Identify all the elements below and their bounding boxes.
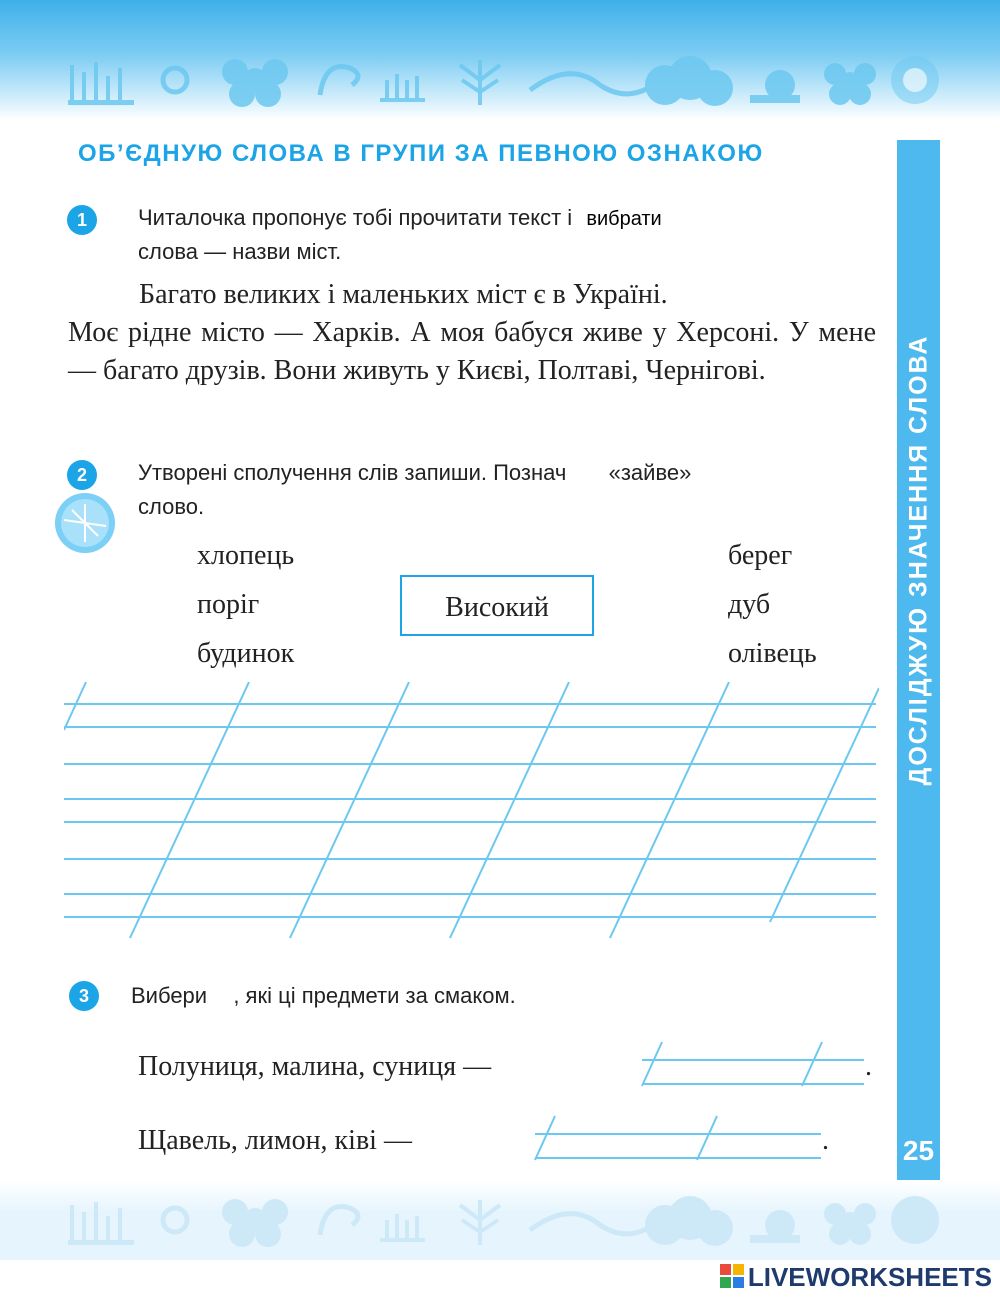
task2-mark-input[interactable] bbox=[572, 463, 602, 486]
task3-number: 3 bbox=[69, 981, 99, 1011]
vine-icon bbox=[530, 74, 660, 94]
flower-small-icon bbox=[824, 1203, 876, 1245]
task1-text-line1: Багато великих і маленьких міст є в Україні. bbox=[139, 279, 668, 310]
task2-instruction-line2: слово. bbox=[138, 494, 205, 519]
task1-number: 1 bbox=[67, 205, 97, 235]
sunflower-icon bbox=[891, 56, 939, 104]
writing-line-input[interactable] bbox=[70, 822, 870, 850]
task1-instruction bbox=[138, 201, 878, 269]
task3-instruction-text: , які ці предмети за смаком. bbox=[233, 983, 516, 1008]
grass-small-icon bbox=[380, 1214, 425, 1242]
task3-instruction-word: Вибери bbox=[131, 983, 208, 1008]
ring-icon bbox=[163, 68, 187, 92]
task3-word-input[interactable] bbox=[213, 986, 227, 1009]
liveworksheets-watermark bbox=[720, 1262, 992, 1295]
left-word: поріг bbox=[197, 589, 260, 620]
ring-icon bbox=[163, 1208, 187, 1232]
side-title: ДОСЛІДЖУЮ ЗНАЧЕННЯ СЛОВА bbox=[904, 334, 932, 786]
section-title: ОБ’ЄДНУЮ СЛОВА В ГРУПИ ЗА ПЕВНОЮ ОЗНАКОЮ bbox=[78, 140, 764, 167]
snail-shell-icon bbox=[320, 1207, 358, 1235]
writing-line-input[interactable] bbox=[70, 764, 870, 794]
sunflower-icon bbox=[891, 1196, 939, 1244]
sprout-icon bbox=[460, 60, 500, 105]
right-word: олівець bbox=[728, 638, 817, 669]
footer-ornament-row bbox=[60, 1190, 950, 1255]
task1-answer-input[interactable] bbox=[586, 208, 698, 231]
task3-instruction bbox=[131, 979, 871, 1013]
center-word-box: Високий bbox=[400, 575, 594, 636]
snail-shell-icon bbox=[320, 67, 358, 95]
task1-text-rest: Моє рідне місто — Харків. А моя бабуся живе у Херсоні. У мене — багато друзів. Вони живуть у Києві, Полтаві, Чернігові. bbox=[68, 317, 876, 386]
task1-instruction-line2: слова — назви міст. bbox=[138, 239, 342, 264]
bush-icon bbox=[645, 1196, 733, 1246]
taste-answer-input-2[interactable] bbox=[541, 1132, 817, 1158]
task1-text bbox=[68, 276, 876, 390]
left-word: хлопець bbox=[197, 540, 295, 571]
header-ornament-row bbox=[60, 50, 950, 115]
task2-instruction-text: Утворені сполучення слів запиши. Познач bbox=[138, 460, 567, 485]
grass-small-icon bbox=[380, 74, 425, 102]
task2-extra-word-label: «зайве» bbox=[608, 460, 692, 485]
flower-icon bbox=[222, 59, 288, 107]
flower-icon bbox=[222, 1199, 288, 1247]
grass-icon bbox=[68, 62, 134, 105]
vine-icon bbox=[530, 1214, 660, 1234]
flower-small-icon bbox=[824, 63, 876, 105]
snail-icon bbox=[750, 70, 800, 103]
writing-line-input[interactable] bbox=[70, 702, 870, 726]
sparkle-icon bbox=[54, 492, 116, 559]
watermark-text: LIVEWORKSHEETS bbox=[747, 1262, 992, 1292]
sprout-icon bbox=[460, 1200, 500, 1245]
right-word: берег bbox=[728, 540, 793, 571]
left-word: будинок bbox=[197, 638, 295, 669]
task1-instruction-text: Читалочка пропонує тобі прочитати текст і bbox=[138, 205, 573, 230]
task2-instruction bbox=[138, 456, 878, 524]
taste-answer-input-1[interactable] bbox=[648, 1058, 858, 1084]
side-bar bbox=[897, 140, 940, 1185]
sentence2-period: . bbox=[822, 1125, 829, 1156]
right-word: дуб bbox=[728, 589, 771, 620]
writing-line-input[interactable] bbox=[70, 880, 870, 908]
sentence1-period: . bbox=[865, 1051, 872, 1082]
task3-sentence2: Щавель, лимон, ківі — bbox=[138, 1125, 412, 1156]
task3-sentence1: Полуниця, малина, суниця — bbox=[138, 1051, 492, 1082]
bush-icon bbox=[645, 56, 733, 106]
page-number: 25 bbox=[902, 1135, 935, 1166]
liveworksheets-logo-icon bbox=[720, 1264, 744, 1295]
grass-icon bbox=[68, 1202, 134, 1245]
snail-icon bbox=[750, 1210, 800, 1243]
task2-number: 2 bbox=[67, 460, 97, 490]
